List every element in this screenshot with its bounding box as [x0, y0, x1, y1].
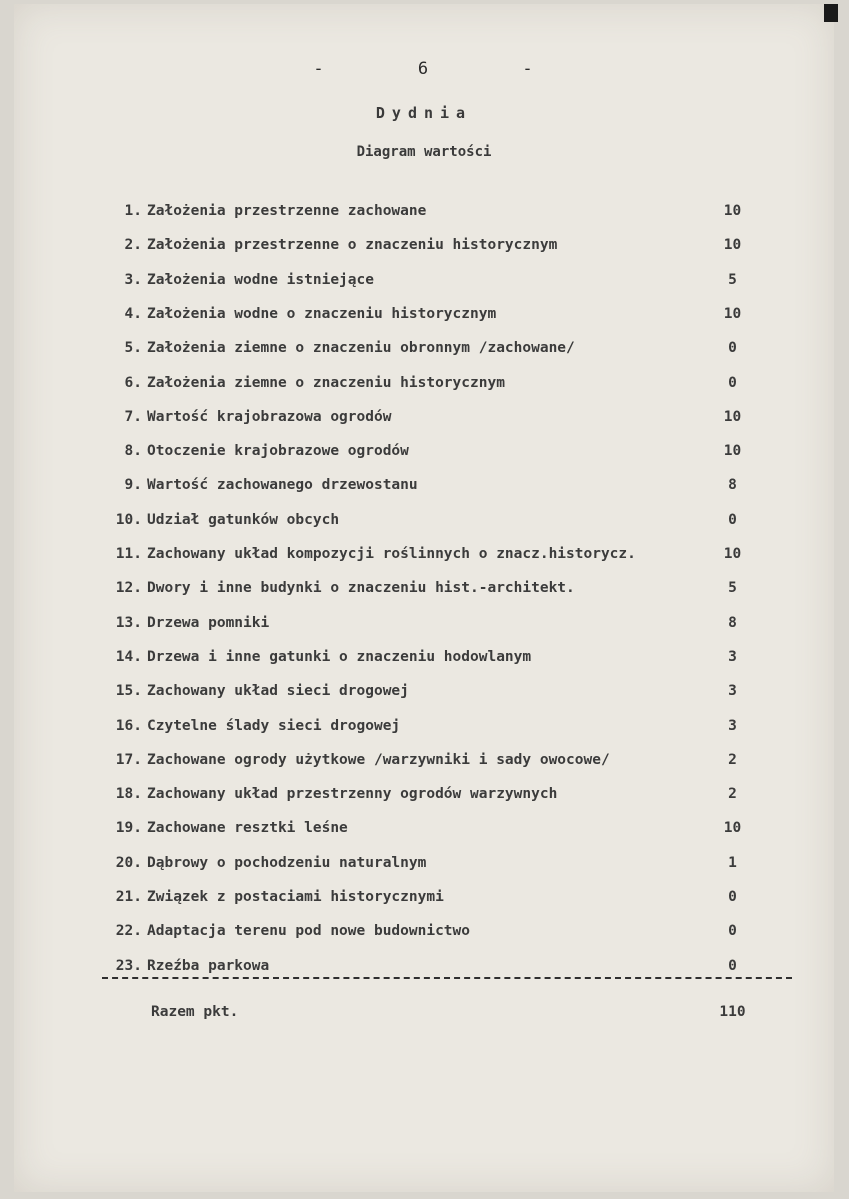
item-number: 21.	[115, 889, 142, 905]
list-item	[14, 436, 834, 466]
item-number: 7.	[124, 408, 142, 425]
item-label: Drzewa pomniki	[147, 614, 270, 631]
list-item	[14, 642, 834, 672]
item-value: 3	[728, 683, 737, 700]
item-label: Adaptacja terenu pod nowe budownictwo	[147, 923, 471, 940]
item-label: Rzeźba parkowa	[147, 957, 270, 974]
item-number: 14.	[115, 648, 142, 665]
separator-line	[102, 977, 792, 979]
item-value: 3	[728, 717, 737, 734]
item-label: Założenia ziemne o znaczeniu obronnym /zachowane/	[147, 340, 575, 357]
item-label: Zachowane ogrody użytkowe /warzywniki i sady owocowe/	[147, 751, 610, 768]
list-item	[14, 745, 834, 775]
item-value: 5	[728, 580, 737, 597]
item-label: Dąbrowy o pochodzeniu naturalnym	[147, 854, 427, 871]
document-title: Dydnia	[375, 104, 473, 122]
total-value: 110	[719, 1004, 746, 1020]
item-number: 13.	[115, 614, 142, 631]
list-item	[14, 539, 834, 569]
item-number: 2.	[124, 237, 142, 254]
list-item	[14, 711, 834, 741]
item-value: 10	[723, 443, 742, 460]
document-page	[14, 4, 834, 1192]
item-value: 0	[728, 889, 737, 905]
list-item	[14, 196, 834, 226]
item-number: 22.	[115, 923, 142, 940]
list-item	[14, 813, 834, 843]
dash-left: -	[313, 59, 326, 79]
item-label: Udział gatunków obcych	[147, 511, 340, 528]
item-value: 8	[728, 477, 737, 494]
list-item	[14, 470, 834, 500]
item-label: Otoczenie krajobrazowe ogrodów	[147, 443, 409, 460]
list-item	[14, 505, 834, 535]
item-number: 17.	[115, 751, 142, 768]
list-item	[14, 230, 834, 260]
item-label: Czytelne ślady sieci drogowej	[147, 717, 401, 734]
list-item	[14, 265, 834, 295]
item-value: 10	[723, 820, 742, 837]
item-label: Założenia przestrzenne o znaczeniu historycznym	[147, 237, 558, 254]
item-value: 3	[728, 648, 737, 665]
item-label: Założenia wodne istniejące	[147, 271, 374, 288]
item-value: 0	[728, 340, 737, 357]
list-item	[14, 676, 834, 706]
item-value: 10	[723, 546, 742, 562]
item-value: 2	[728, 786, 737, 803]
item-label: Wartość zachowanego drzewostanu	[147, 477, 418, 494]
item-value: 2	[728, 751, 737, 768]
total-row	[14, 997, 834, 1027]
item-value: 10	[723, 237, 742, 254]
item-number: 12.	[115, 580, 142, 597]
item-number: 18.	[115, 786, 142, 803]
item-label: Dwory i inne budynki o znaczeniu hist.-architekt.	[147, 580, 575, 597]
list-item	[14, 333, 834, 363]
item-number: 20.	[115, 854, 142, 871]
item-number: 8.	[124, 443, 142, 460]
list-item	[14, 573, 834, 603]
item-number: 15.	[115, 683, 142, 700]
item-label: Zachowany układ przestrzenny ogrodów warzywnych	[147, 786, 558, 803]
list-item	[14, 779, 834, 809]
item-label: Wartość krajobrazowa ogrodów	[147, 408, 392, 425]
item-number: 16.	[115, 717, 142, 734]
item-number: 3.	[124, 271, 142, 288]
list-item	[14, 916, 834, 946]
item-value: 5	[728, 271, 737, 288]
list-item	[14, 608, 834, 638]
list-item	[14, 368, 834, 398]
total-label: Razem pkt.	[151, 1004, 239, 1020]
item-value: 10	[723, 305, 742, 322]
list-item	[14, 299, 834, 329]
item-number: 6.	[124, 374, 142, 391]
item-label: Drzewa i inne gatunki o znaczeniu hodowlanym	[147, 648, 532, 665]
item-value: 0	[728, 957, 737, 974]
item-number: 9.	[124, 477, 142, 494]
item-value: 0	[728, 511, 737, 528]
item-value: 0	[728, 923, 737, 940]
item-label: Zachowany układ sieci drogowej	[147, 683, 409, 700]
list-item	[14, 402, 834, 432]
item-label: Związek z postaciami historycznymi	[147, 889, 444, 905]
page-number: 6	[417, 59, 431, 79]
item-label: Założenia przestrzenne zachowane	[147, 203, 427, 219]
item-value: 1	[728, 854, 737, 871]
item-value: 10	[723, 203, 742, 219]
item-value: 10	[723, 408, 742, 425]
item-number: 11.	[115, 546, 142, 562]
item-label: Założenia wodne o znaczeniu historycznym	[147, 305, 497, 322]
list-item	[14, 848, 834, 878]
item-number: 10.	[115, 511, 142, 528]
corner-mark	[824, 4, 838, 22]
item-number: 19.	[115, 820, 142, 837]
item-label: Zachowane resztki leśne	[147, 820, 348, 837]
item-number: 5.	[124, 340, 142, 357]
item-value: 0	[728, 374, 737, 391]
item-label: Zachowany układ kompozycji roślinnych o znacz.historycz.	[147, 546, 636, 562]
item-label: Założenia ziemne o znaczeniu historycznym	[147, 374, 505, 391]
page-number-line	[14, 59, 834, 79]
item-number: 4.	[124, 305, 142, 322]
dash-right: -	[522, 59, 535, 79]
item-number: 1.	[124, 203, 142, 219]
item-number: 23.	[115, 957, 142, 974]
document-subtitle: Diagram wartości	[356, 144, 492, 160]
item-value: 8	[728, 614, 737, 631]
list-item	[14, 882, 834, 912]
